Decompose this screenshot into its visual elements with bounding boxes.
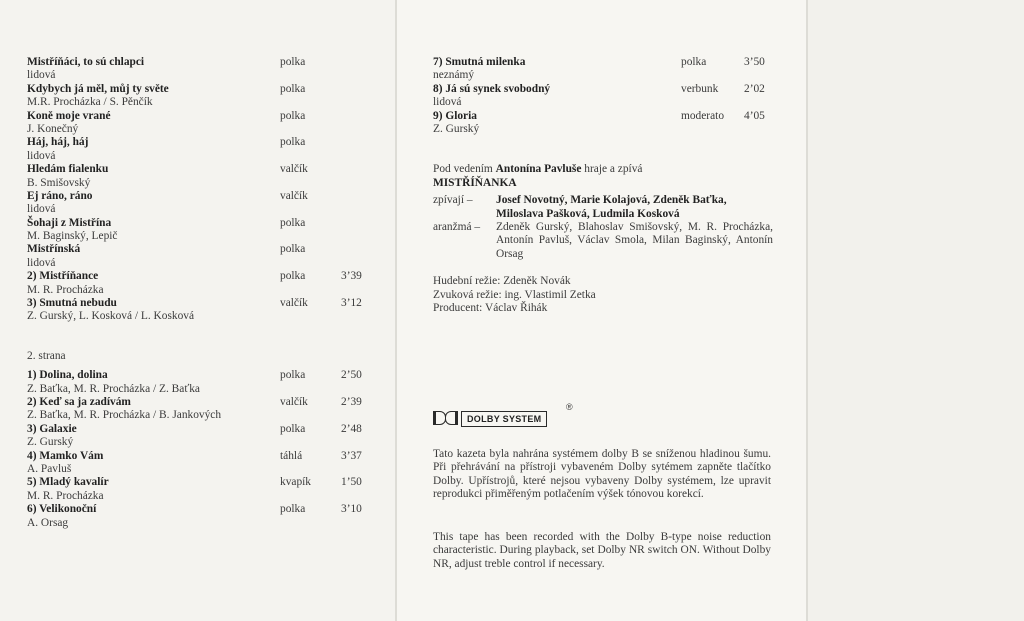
track-genre: kvapík xyxy=(280,476,312,489)
track-author: lidová xyxy=(27,69,56,82)
track-title: Kdybych já měl, můj ty světe xyxy=(27,82,169,95)
track-genre: polka xyxy=(280,422,306,435)
fold-line xyxy=(395,0,397,621)
track-author: Z. Gurský xyxy=(27,436,74,449)
track-genre: polka xyxy=(280,109,306,122)
tracklist-left xyxy=(27,56,372,530)
side2-track-list xyxy=(27,369,372,530)
track-author: B. Smišovský xyxy=(27,176,91,189)
side2-heading: 2. strana xyxy=(27,349,66,362)
track-title: Mistříňáci, to sú chlapci xyxy=(27,56,145,68)
dolby-note-czech: Tato kazeta byla nahrána systémem dolby B se sníženou hladinou šumu. Při přehrávání na přístroji vybaveném Dolby sytémem zapněte tlačítko Dolby. Upřístrojů, které nejsou vybaveny Dolby systémem, lze upravit reprodukci přiměřeným potlačením výšek tónovou korekcí. xyxy=(433,448,771,501)
dolby-system-label: DOLBY SYSTEM xyxy=(461,411,547,427)
track-row xyxy=(433,56,773,69)
track-genre: polka xyxy=(280,82,306,95)
track-author: A. Pavluš xyxy=(27,462,72,475)
track-genre: verbunk xyxy=(681,82,719,95)
track-title: Koně moje vrané xyxy=(27,109,111,122)
track-row xyxy=(27,423,372,436)
track-genre: polka xyxy=(280,56,306,68)
track-genre: valčík xyxy=(280,189,308,202)
track-row xyxy=(433,83,773,96)
producer: Producent: Václav Řihák xyxy=(433,301,548,314)
track-author: Z. Gurský xyxy=(433,122,480,135)
track-title: 4) Mamko Vám xyxy=(27,449,104,462)
dolby-logo xyxy=(433,402,593,428)
track-duration: 1’50 xyxy=(341,476,362,489)
track-author: A. Orsag xyxy=(27,516,69,529)
track-duration: 4’05 xyxy=(744,109,765,122)
track-row xyxy=(27,110,372,123)
track-author: lidová xyxy=(27,256,56,269)
track-author: Z. Baťka, M. R. Procházka / Z. Baťka xyxy=(27,382,200,395)
track-duration: 2’02 xyxy=(744,82,765,95)
track-title: Ej ráno, ráno xyxy=(27,189,93,202)
track-title: 2) Keď sa ja zadívám xyxy=(27,395,131,408)
vocals-line: Miloslava Pašková, Ludmila Kosková xyxy=(496,207,680,220)
track-genre: polka xyxy=(280,216,306,229)
track-title: 5) Mladý kavalír xyxy=(27,476,109,489)
track-genre: polka xyxy=(280,369,306,382)
track-genre: táhlá xyxy=(280,449,303,462)
ensemble-line xyxy=(433,163,773,190)
arrangement-value: Zdeněk Gurský, Blahoslav Smišovský, M. R. Procházka, Antonín Pavluš, Václav Smola, Milan Baginský, Antonín Orsag xyxy=(496,220,773,260)
track-title: Hledám fialenku xyxy=(27,163,109,176)
track-author: M.R. Procházka / S. Pěnčík xyxy=(27,96,153,109)
track-title: Háj, háj, háj xyxy=(27,136,89,149)
track-author: lidová xyxy=(27,203,56,216)
track-genre: moderato xyxy=(681,109,725,122)
track-row xyxy=(27,476,372,489)
track-duration: 3’12 xyxy=(341,297,362,310)
track-row xyxy=(27,136,372,149)
ensemble-suffix: hraje a zpívá xyxy=(584,163,643,176)
track-duration: 3’37 xyxy=(341,449,362,462)
track-author: M. R. Procházka xyxy=(27,283,104,296)
ensemble-name: MISTŘÍŇANKA xyxy=(433,176,517,189)
vocals-label: zpívají – xyxy=(433,194,473,207)
track-genre: valčík xyxy=(280,163,308,176)
track-genre: polka xyxy=(280,503,306,516)
track-title: 7) Smutná milenka xyxy=(433,56,526,68)
sound-director: Zvuková režie: ing. Vlastimil Zetka xyxy=(433,288,596,301)
track-duration: 2’48 xyxy=(341,422,362,435)
track-duration: 3’50 xyxy=(744,56,765,68)
arrangement-label: aranžmá – xyxy=(433,220,481,233)
track-row xyxy=(27,56,372,69)
track-row xyxy=(27,163,372,176)
track-author: Z. Baťka, M. R. Procházka / B. Jankových xyxy=(27,409,222,422)
track-row xyxy=(27,297,372,310)
track-row xyxy=(27,503,372,516)
track-title: 3) Galaxie xyxy=(27,422,77,435)
track-row xyxy=(27,450,372,463)
track-author: neznámý xyxy=(433,69,475,82)
track-genre: polka xyxy=(280,243,306,256)
track-genre: polka xyxy=(280,270,306,283)
track-row xyxy=(27,190,372,203)
track-title: Mistřínská xyxy=(27,243,81,256)
track-row xyxy=(27,83,372,96)
vocals-line: Josef Novotný, Marie Kolajová, Zdeněk Baťka, xyxy=(496,194,727,207)
track-duration: 3’10 xyxy=(341,503,362,516)
track-genre: polka xyxy=(681,56,707,68)
ensemble-leader: Antonína Pavluše xyxy=(495,163,582,176)
track-duration: 3’39 xyxy=(341,270,362,283)
track-row xyxy=(27,396,372,409)
track-row xyxy=(433,110,773,123)
track-title: 8) Já sú synek svobodný xyxy=(433,82,551,95)
track-title: 3) Smutná nebudu xyxy=(27,297,117,310)
right-panel xyxy=(808,0,1024,621)
track-title: 2) Mistříňance xyxy=(27,270,99,283)
track-author: M. R. Procházka xyxy=(27,489,104,502)
track-duration: 2’50 xyxy=(341,369,362,382)
dolby-note-english: This tape has been recorded with the Dolby B-type noise reduction characteristic. During playback, set Dolby NR switch ON. Without Dolby NR, adjust treble control if necessary. xyxy=(433,531,771,570)
track-title: 9) Gloria xyxy=(433,109,477,122)
track-genre: valčík xyxy=(280,297,308,310)
track-title: 1) Dolina, dolina xyxy=(27,369,108,382)
music-director: Hudební režie: Zdeněk Novák xyxy=(433,275,571,288)
credits xyxy=(433,194,773,261)
track-genre: polka xyxy=(280,136,306,149)
side2-track-list-continued xyxy=(433,56,773,136)
track-row xyxy=(27,217,372,230)
track-row xyxy=(27,270,372,283)
fold-line xyxy=(806,0,808,621)
tracklist-right xyxy=(433,56,773,315)
track-author: lidová xyxy=(433,96,462,109)
track-author: lidová xyxy=(27,149,56,162)
dolby-double-d-icon xyxy=(433,411,457,425)
track-author: J. Konečný xyxy=(27,122,79,135)
track-row xyxy=(27,243,372,256)
track-title: 6) Velikonoční xyxy=(27,503,97,516)
track-duration: 2’39 xyxy=(341,395,362,408)
ensemble-prefix: Pod vedením xyxy=(433,163,493,176)
track-row xyxy=(27,369,372,382)
track-author: M. Baginský, Lepič xyxy=(27,230,118,243)
track-author: Z. Gurský, L. Kosková / L. Kosková xyxy=(27,310,195,323)
track-genre: valčík xyxy=(280,395,308,408)
side1-track-list xyxy=(27,56,372,324)
track-title: Šohaji z Mistřína xyxy=(27,216,112,229)
registered-mark: ® xyxy=(566,402,573,412)
